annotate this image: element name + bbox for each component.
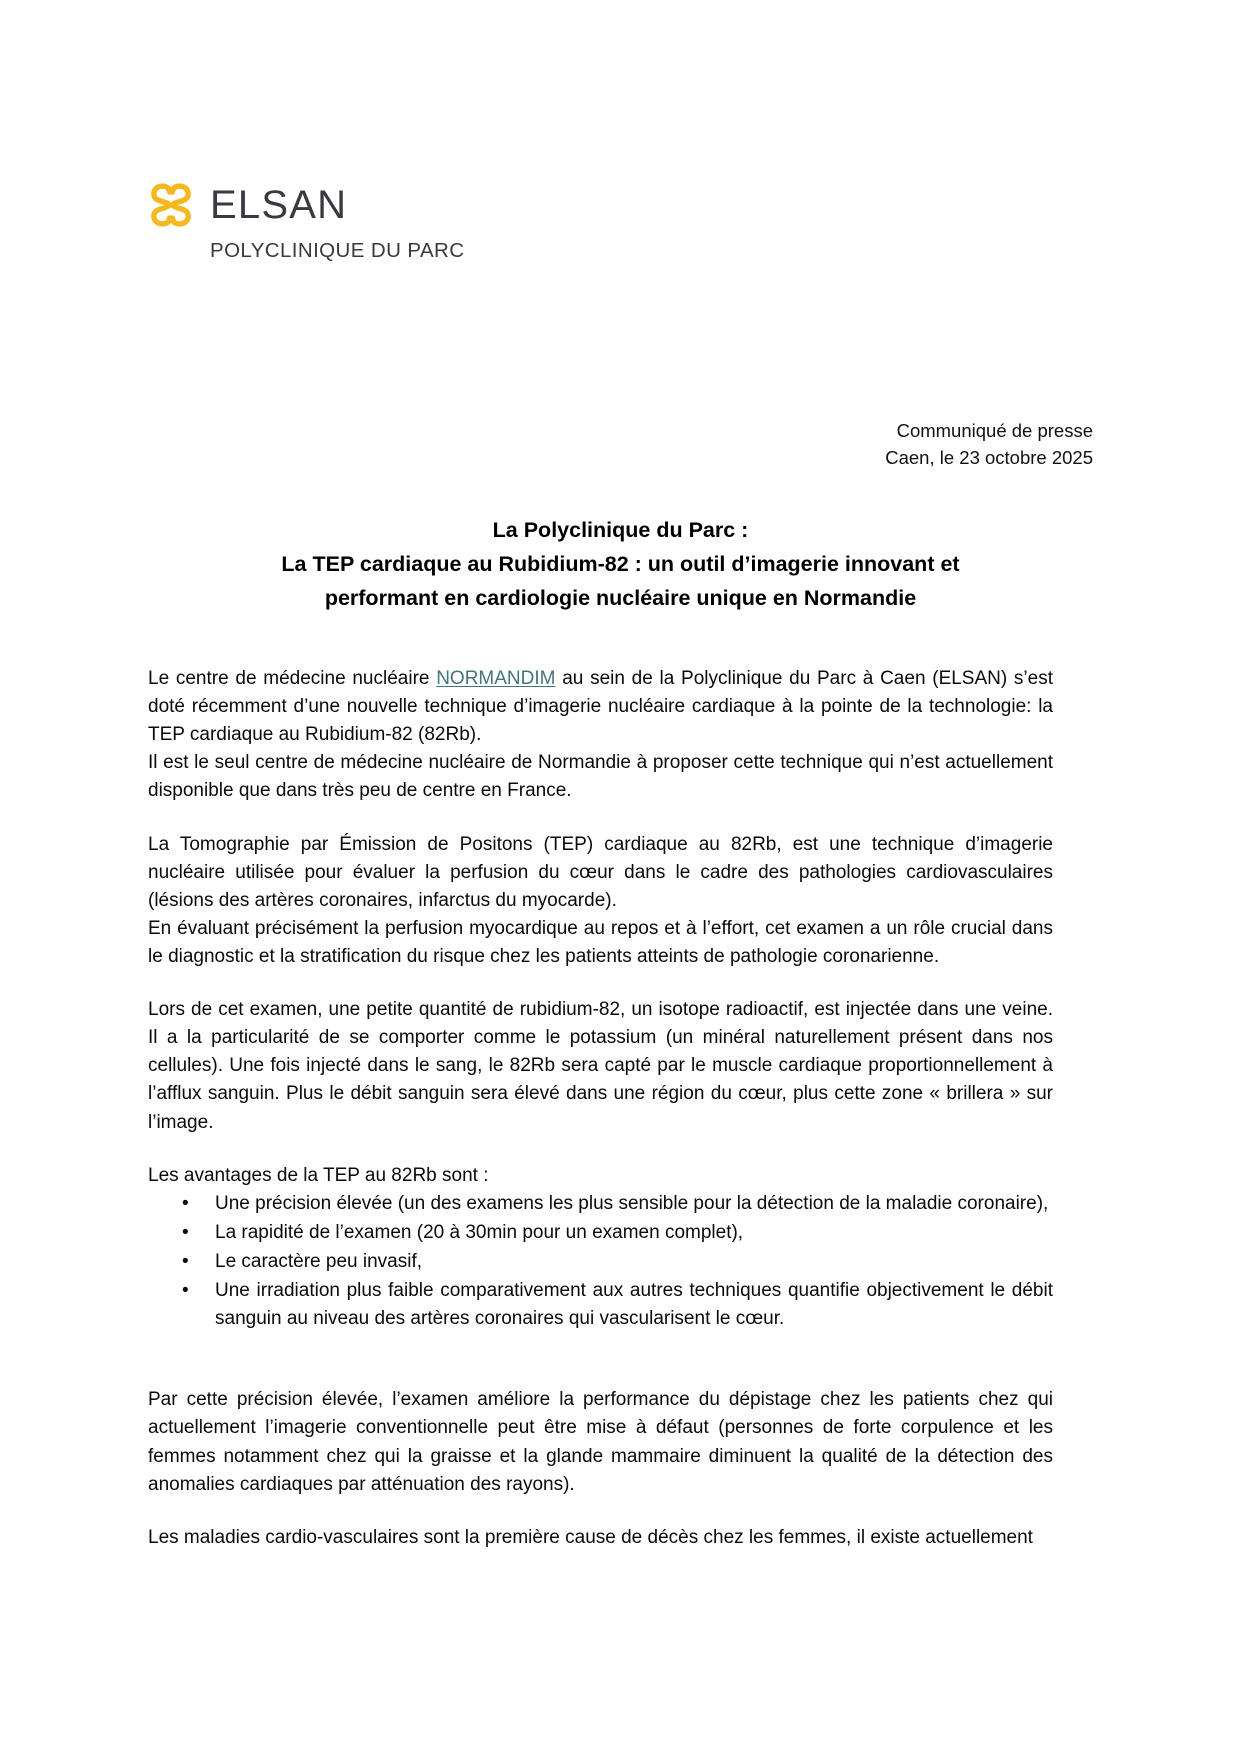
list-item-label: Une précision élevée (un des examens les plus sensible pour la détection de la maladie coronaire),	[215, 1192, 1049, 1214]
paragraph-gap	[148, 971, 1053, 996]
bullet-icon: •	[182, 1221, 189, 1243]
logo-row	[148, 182, 568, 228]
meta-kicker: Communiqué de presse	[896, 420, 1093, 441]
paragraph-gap	[148, 1334, 1053, 1386]
paragraph-gap	[148, 806, 1053, 831]
paragraph-tep-definition: La Tomographie par Émission de Positons (TEP) cardiaque au 82Rb, est une technique d’imagerie nucléaire utilisée pour évaluer la perfusion du cœur dans le cadre des pathologies cardiovasculaires (lésions des artères coronaires, infarctus du myocarde).	[148, 833, 1053, 911]
list-item-label: La rapidité de l’examen (20 à 30min pour un examen complet),	[215, 1221, 744, 1243]
list-item	[148, 1277, 1053, 1333]
bullet-icon: •	[182, 1280, 189, 1302]
intro-text-after-link: au sein de la Polyclinique du Parc à Caen (ELSAN) s’est doté récemment d’une nouvelle technique d’imagerie nucléaire cardiaque à la pointe de la technologie: la TEP cardiaque au Rubidium-82 (82Rb).	[148, 668, 1053, 746]
elsan-infinity-logo-icon	[148, 182, 194, 228]
press-release-meta	[885, 418, 1093, 472]
normandim-link[interactable]: NORMANDIM	[436, 668, 556, 689]
list-item-label: Le caractère peu invasif,	[215, 1250, 423, 1272]
bullet-icon: •	[182, 1192, 189, 1214]
title-line-2: La TEP cardiaque au Rubidium-82 : un outil d’imagerie innovant et	[281, 552, 960, 577]
page-title	[148, 514, 1093, 616]
paragraph-cardiovascular-women: Les maladies cardio-vasculaires sont la première cause de décès chez les femmes, il existe actuellement	[148, 1526, 1033, 1548]
logo-wordmark: ELSAN	[210, 183, 348, 227]
paragraph-gap	[148, 1499, 1053, 1524]
brand-logo	[148, 182, 568, 263]
list-item	[148, 1190, 1053, 1218]
paragraph-advantages-lead: Les avantages de la TEP au 82Rb sont :	[148, 1164, 489, 1186]
advantages-list	[148, 1190, 1053, 1334]
logo-subtitle: POLYCLINIQUE DU PARC	[210, 239, 465, 262]
paragraph-rubidium-mechanism: Lors de cet examen, une petite quantité de rubidium-82, un isotope radioactif, est injectée dans une veine. Il a la particularité de se comporter comme le potassium (un minéral naturellement présent dans nos cellules). Une fois injecté dans le sang, le 82Rb sera capté par le muscle cardiaque proportionnellement à l’afflux sanguin. Plus le débit sanguin sera élevé dans une région du cœur, plus cette zone « brillera » sur l’image.	[148, 999, 1053, 1133]
bullet-icon: •	[182, 1250, 189, 1272]
meta-dateline: Caen, le 23 octobre 2025	[885, 446, 1093, 468]
title-line-1: La Polyclinique du Parc :	[492, 518, 749, 543]
paragraph-intro	[148, 665, 1053, 749]
list-item-label: Une irradiation plus faible comparativement aux autres techniques quantifie objectivement le débit sanguin au niveau des artères coronaires qui vascularisent le cœur.	[215, 1280, 1053, 1330]
document-body	[148, 665, 1053, 1552]
intro-text-before-link: Le centre de médecine nucléaire	[148, 668, 437, 689]
paragraph-perfusion-role: En évaluant précisément la perfusion myocardique au repos et à l’effort, cet examen a un rôle crucial dans le diagnostic et la stratification du risque chez les patients atteints de pathologie coronarienne.	[148, 917, 1053, 967]
list-item	[148, 1248, 1053, 1276]
list-item	[148, 1219, 1053, 1247]
paragraph-unique-center: Il est le seul centre de médecine nucléaire de Normandie à proposer cette technique qui n’est actuellement disponible que dans très peu de centre en France.	[148, 752, 1053, 802]
paragraph-screening-performance: Par cette précision élevée, l’examen améliore la performance du dépistage chez les patients chez qui actuellement l’imagerie conventionnelle peut être mise à défaut (personnes de forte corpulence et les femmes notamment chez qui la graisse et la glande mammaire diminuent la qualité de la détection des anomalies cardiaques par atténuation des rayons).	[148, 1389, 1053, 1495]
paragraph-gap	[148, 1137, 1053, 1162]
title-line-3: performant en cardiologie nucléaire unique en Normandie	[324, 586, 917, 611]
